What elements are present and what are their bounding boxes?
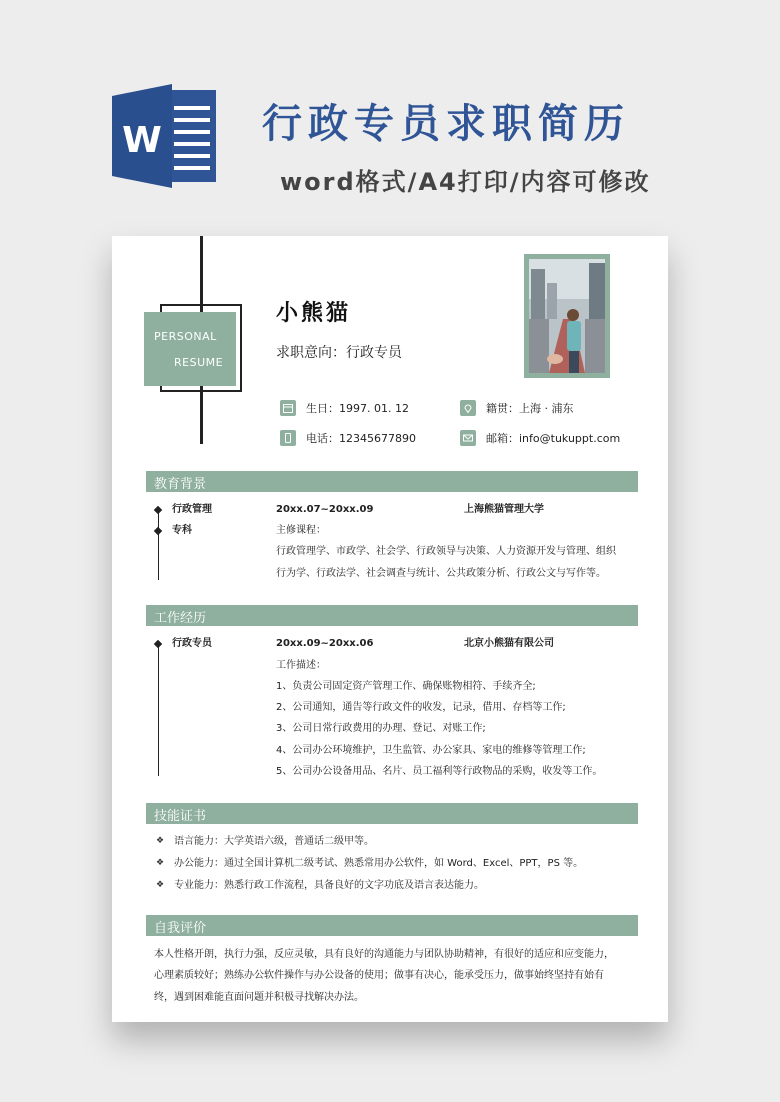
mail-icon [460, 430, 476, 446]
word-logo-icon [112, 82, 220, 190]
edu-major: 行政管理 [172, 504, 212, 515]
phone-info [280, 430, 416, 446]
resume-page [112, 236, 668, 1022]
phone-icon [280, 430, 296, 446]
banner-subtitle: word格式/A4打印/内容可修改 [280, 168, 651, 196]
work-desc-label: 工作描述： [276, 660, 326, 671]
work-company: 北京小熊猫有限公司 [464, 638, 554, 649]
badge-line2: RESUME [174, 356, 224, 369]
email-info [460, 430, 620, 446]
timeline-diamond [154, 506, 162, 514]
birth-info [280, 400, 409, 416]
profile-photo [524, 254, 610, 378]
bullet-icon: ❖ [156, 836, 165, 846]
work-title: 工作经历 [154, 611, 207, 626]
work-header [146, 605, 638, 626]
edu-courses-label: 主修课程： [276, 525, 326, 536]
edu-courses-line: 行政管理学、市政学、社会学、行政领导与决策、人力资源开发与管理、组织 [276, 546, 616, 557]
banner-title: 行政专员求职简历 [262, 101, 630, 147]
hometown-text: 籍贯：上海 · 浦东 [486, 402, 574, 415]
badge-line1: PERSONAL [154, 330, 217, 343]
self-eval-header [146, 915, 638, 936]
skill-item: 办公能力：通过全国计算机二级考试、熟悉常用办公软件，如 Word、Excel、PPT，PS 等。 [174, 858, 584, 869]
bullet-icon: ❖ [156, 858, 165, 868]
skills-title: 技能证书 [154, 809, 207, 824]
hometown-info [460, 400, 574, 416]
skills-header [146, 803, 638, 824]
edu-degree: 专科 [172, 525, 192, 536]
self-eval-line: 心理素质较好；熟练办公软件操作与办公设备的使用；做事有决心，能承受压力，做事始终坚持有始有 [154, 970, 604, 981]
skill-item: 专业能力：熟悉行政工作流程，具备良好的文字功底及语言表达能力。 [174, 880, 484, 891]
education-title: 教育背景 [154, 477, 207, 492]
phone-text: 电话：12345677890 [306, 432, 416, 445]
skill-item: 语言能力：大学英语六级，普通话二级甲等。 [174, 836, 374, 847]
timeline-diamond [154, 527, 162, 535]
job-intent: 求职意向：行政专员 [276, 345, 402, 361]
work-item: 3、公司日常行政费用的办理、登记、对账工作; [276, 723, 486, 734]
birth-text: 生日：1997. 01. 12 [306, 402, 409, 415]
work-timeline [158, 644, 159, 776]
bullet-icon: ❖ [156, 880, 165, 890]
work-item: 4、公司办公环境维护，卫生监管、办公家具、家电的维修等管理工作; [276, 745, 586, 756]
work-item: 2、公司通知，通告等行政文件的收发，记录，借用、存档等工作; [276, 702, 566, 713]
work-item: 5、公司办公设备用品、名片、员工福利等行政物品的采购，收发等工作。 [276, 766, 603, 777]
self-eval-title: 自我评价 [154, 921, 207, 936]
self-eval-line: 终，遇到困难能直面问题并积极寻找解决办法。 [154, 992, 364, 1003]
location-icon [460, 400, 476, 416]
work-role: 行政专员 [172, 638, 212, 649]
candidate-name: 小熊猫 [276, 301, 352, 326]
personal-resume-badge [144, 312, 236, 386]
edu-dates: 20xx.07~20xx.09 [276, 504, 374, 515]
calendar-icon [280, 400, 296, 416]
timeline-diamond [154, 640, 162, 648]
work-dates: 20xx.09~20xx.06 [276, 638, 374, 649]
education-header [146, 471, 638, 492]
work-item: 1、负责公司固定资产管理工作、确保账物相符、手续齐全; [276, 681, 536, 692]
edu-courses-line: 行为学、行政法学、社会调查与统计、公共政策分析、行政公文与写作等。 [276, 568, 606, 579]
logo-letter: W [122, 120, 162, 161]
self-eval-line: 本人性格开朗，执行力强，反应灵敏，具有良好的沟通能力与团队协助精神，有很好的适应和应变能力， [154, 949, 614, 960]
education-timeline [158, 510, 159, 580]
edu-school: 上海熊猫管理大学 [464, 504, 544, 515]
email-text: 邮箱：info@tukuppt.com [486, 432, 621, 445]
